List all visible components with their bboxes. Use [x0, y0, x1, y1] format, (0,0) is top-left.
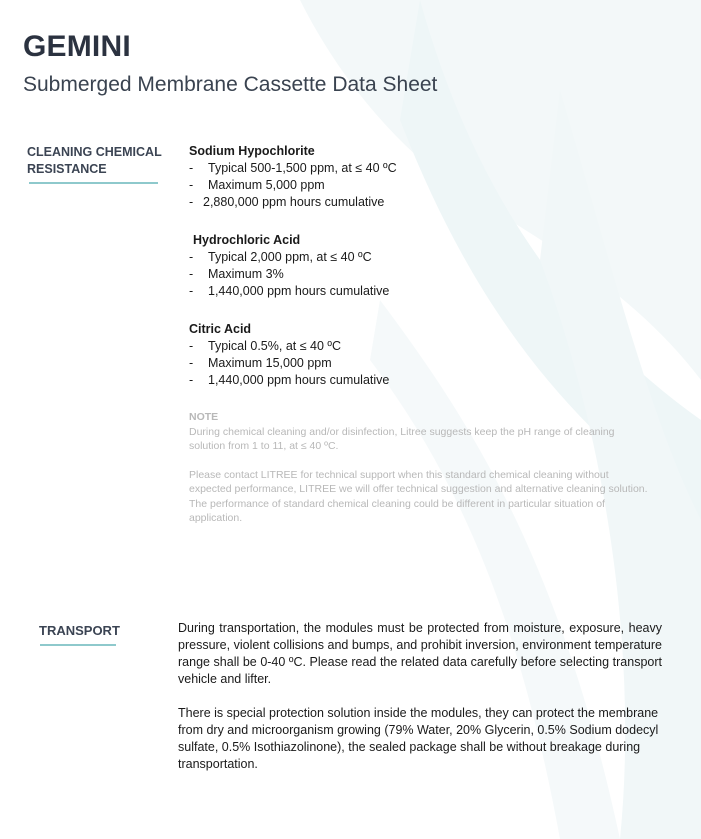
list-item: - 1,440,000 ppm hours cumulative: [189, 373, 390, 387]
transport-body: [178, 620, 662, 773]
cleaning-label-line1: CLEANING CHEMICAL: [27, 145, 162, 159]
transport-paragraph-protection: During transportation, the modules must be protected from moisture, exposure, heavy pressure, violent collisions and bumps, and prohibit inversion, environment temperature range shall be 0-40 ºC. Please read the related data carefully before selecting transport vehicle and lifter.: [178, 621, 662, 686]
cleaning-note: [189, 410, 649, 526]
chemical-name: Hydrochloric Acid: [193, 233, 301, 247]
chemical-block-citric-acid: [189, 321, 389, 389]
list-item: - Maximum 15,000 ppm: [189, 356, 332, 370]
chemical-name: Sodium Hypochlorite: [189, 144, 315, 158]
list-item: - Typical 500-1,500 ppm, at ≤ 40 ºC: [189, 161, 397, 175]
chemical-block-hydrochloric-acid: [193, 232, 300, 249]
chemical-name: Citric Acid: [189, 322, 252, 336]
note-paragraph-support: Please contact LITREE for technical support when this standard chemical cleaning without expected performance, LITREE we will offer technical suggestion and alternative cleaning solution. The performance of standard chemical cleaning could be different in particular situation of application.: [189, 468, 648, 524]
note-paragraph-ph-range: During chemical cleaning and/or disinfection, Litree suggests keep the pH range of cleaning solution from 1 to 11, at ≤ 40 ºC.: [189, 425, 615, 452]
list-item: - Typical 2,000 ppm, at ≤ 40 ºC: [189, 250, 372, 264]
list-item: - 2,880,000 ppm hours cumulative: [189, 195, 385, 209]
chemical-list-hydrochloric-acid: [189, 249, 389, 300]
cleaning-section-label: [27, 144, 162, 178]
note-title: NOTE: [189, 411, 219, 423]
list-item: - Maximum 3%: [189, 267, 284, 281]
list-item: - Maximum 5,000 ppm: [189, 178, 325, 192]
list-item: - Typical 0.5%, at ≤ 40 ºC: [189, 339, 342, 353]
transport-section-label: TRANSPORT: [39, 623, 120, 638]
page-title: GEMINI: [23, 30, 131, 63]
cleaning-section-divider: [29, 182, 158, 184]
page-subtitle: Submerged Membrane Cassette Data Sheet: [23, 73, 438, 96]
transport-paragraph-solution: There is special protection solution inside the modules, they can protect the membrane from dry and microorganism growing (79% Water, 20% Glycerin, 0.5% Sodium dodecyl sulfate, 0.5% Isothiazolinone), the sealed package shall be without breakage during transportation.: [178, 706, 659, 771]
transport-section-divider: [40, 644, 116, 646]
cleaning-label-line2: RESISTANCE: [27, 162, 107, 176]
chemical-block-sodium-hypochlorite: [189, 143, 397, 211]
list-item: - 1,440,000 ppm hours cumulative: [189, 284, 390, 298]
